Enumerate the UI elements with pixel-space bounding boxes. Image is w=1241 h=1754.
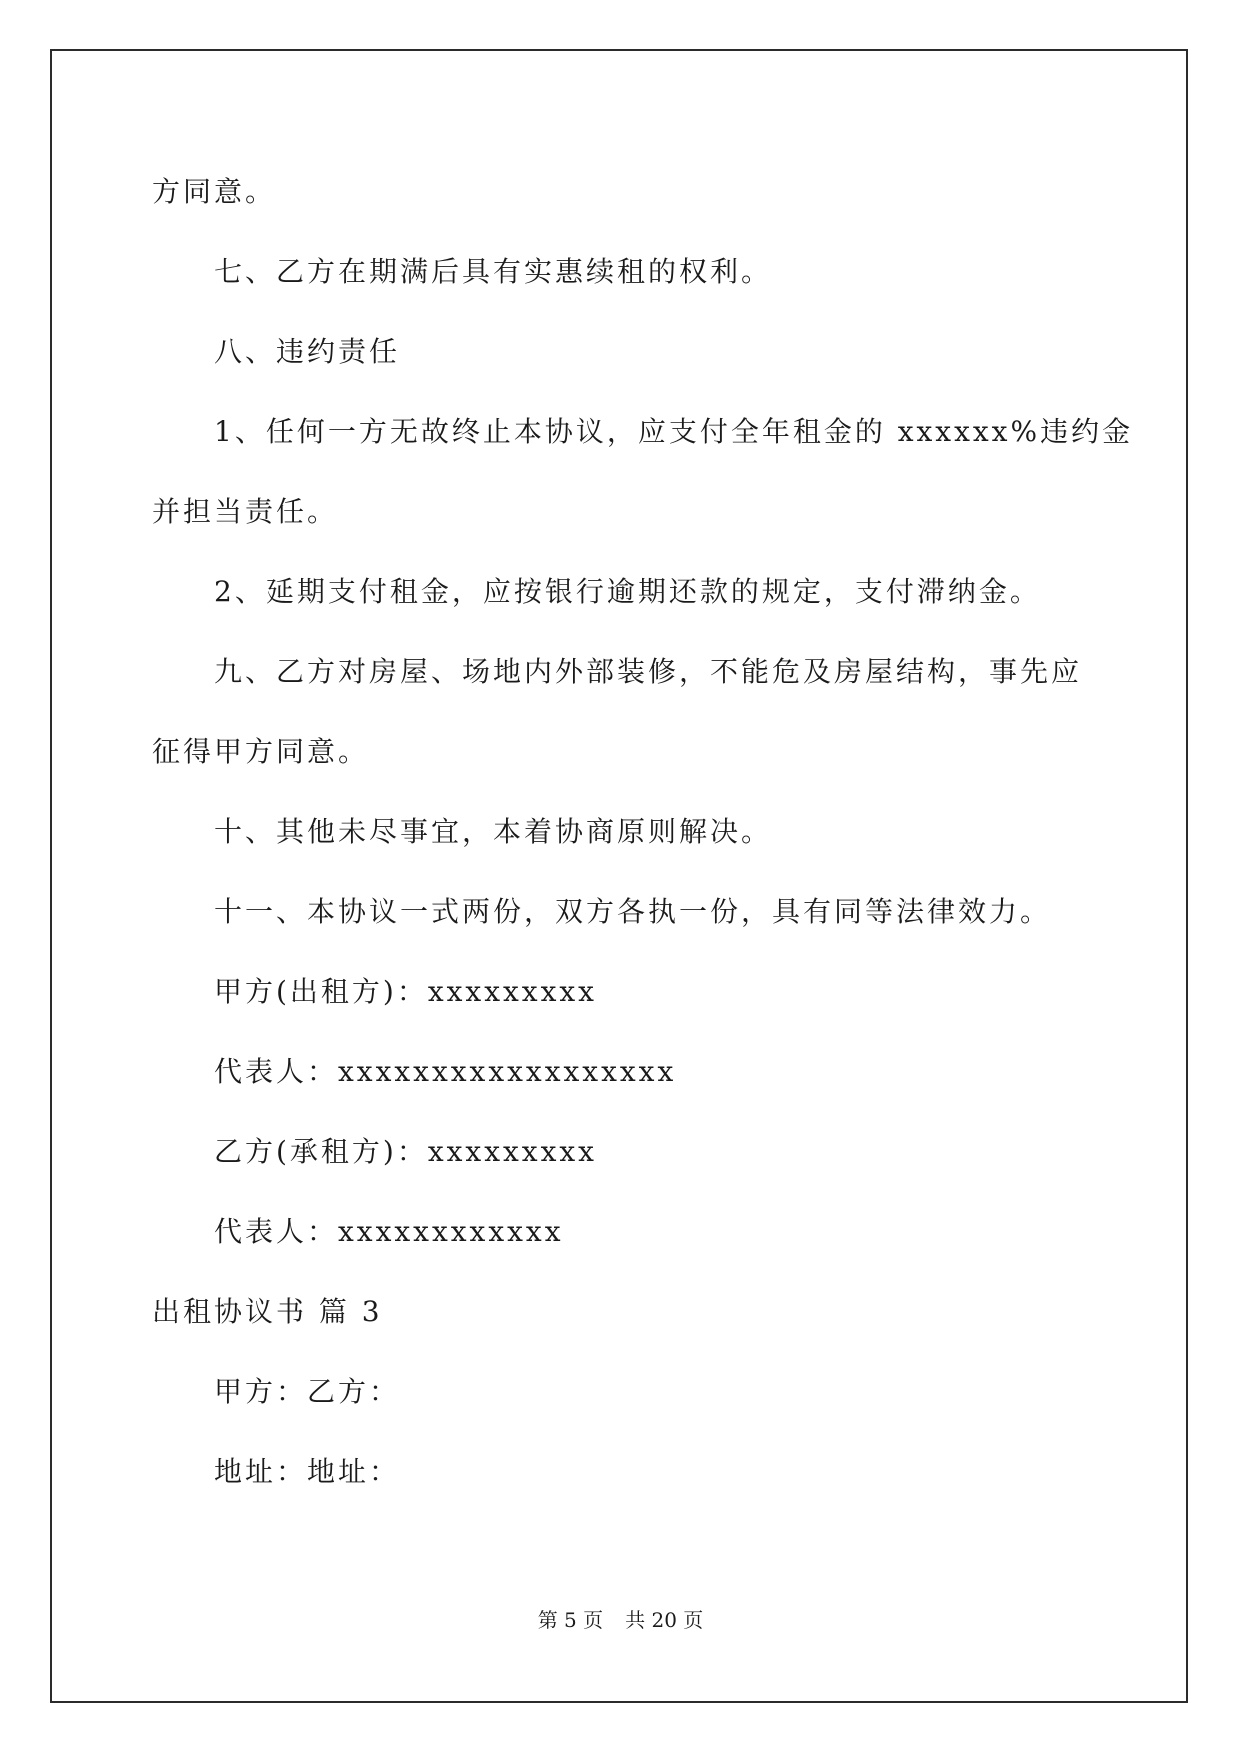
document-title: 出租协议书 篇 3 [152,1295,383,1328]
paragraph-line: 方同意。 [152,175,277,208]
page-total: 共 20 页 [625,1608,704,1632]
signature-line: 代表人：xxxxxxxxxxxxxxxxxx [214,1055,677,1088]
signature-line: 代表人：xxxxxxxxxxxx [214,1215,564,1248]
paragraph-line: 十、其他未尽事宜，本着协商原则解决。 [214,815,773,848]
paragraph-line: 1、任何一方无故终止本协议，应支付全年租金的 xxxxxx%违约金 [214,415,1134,448]
signature-line: 甲方(出租方)：xxxxxxxxx [214,975,597,1008]
paragraph-line: 七、乙方在期满后具有实惠续租的权利。 [214,255,773,288]
page-footer [0,1608,1241,1632]
paragraph-line: 九、乙方对房屋、场地内外部装修，不能危及房屋结构，事先应 [214,655,1083,688]
party-line: 甲方：乙方： [214,1375,401,1408]
paragraph-line: 十一、本协议一式两份，双方各执一份，具有同等法律效力。 [214,895,1052,928]
address-line: 地址：地址： [214,1455,401,1488]
signature-line: 乙方(承租方)：xxxxxxxxx [214,1135,597,1168]
page-number: 第 5 页 [537,1608,604,1632]
paragraph-line: 并担当责任。 [152,495,339,528]
section-heading: 八、违约责任 [214,335,401,368]
paragraph-line: 2、延期支付租金，应按银行逾期还款的规定，支付滞纳金。 [214,575,1041,608]
paragraph-line: 征得甲方同意。 [152,735,370,768]
